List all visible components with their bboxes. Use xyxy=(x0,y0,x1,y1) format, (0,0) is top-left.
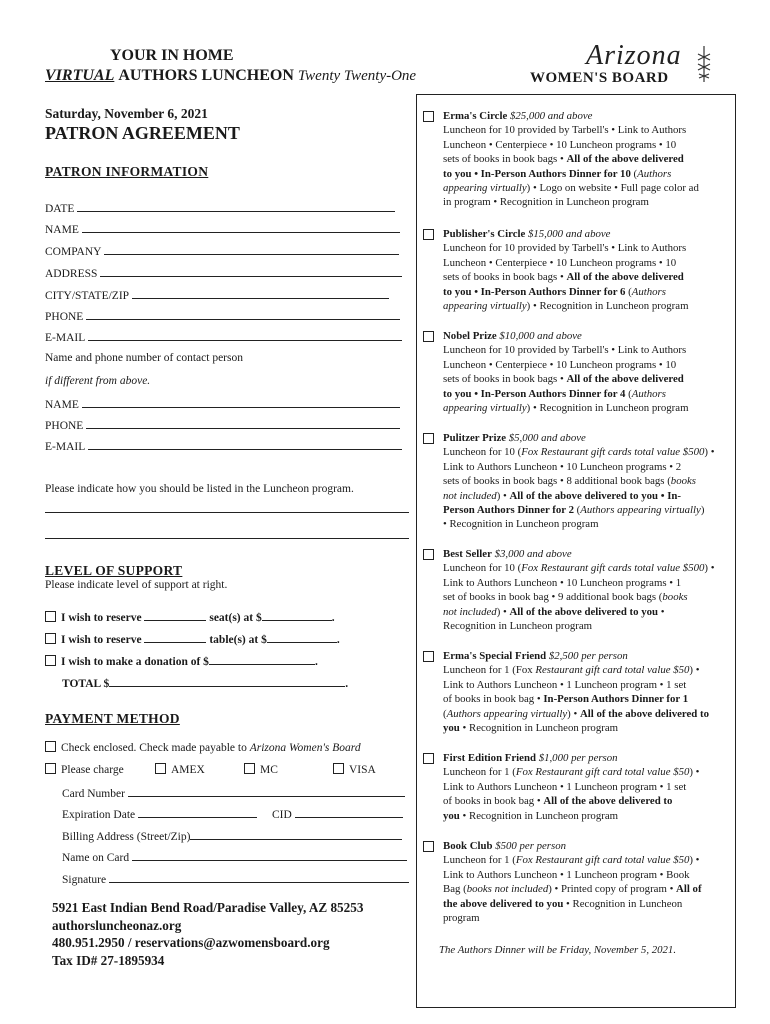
name-on-card-field[interactable]: Name on Card xyxy=(62,849,407,864)
tier-pulitzer-prize[interactable]: Pulitzer Prize $5,000 and above Luncheon for 10 (Fox Restaurant gift cards total value $500) • Link to Authors Luncheon • 10 Luncheon programs • 2 sets of books in book bags • 8 additional book bags (books not included) • All of the above delivered to you • In- Person Authors Dinner for 2 (Authors appearing virtually) • Recognition in Luncheon program xyxy=(423,431,723,532)
card-number-field[interactable]: Card Number xyxy=(62,785,405,800)
header-year: Twenty Twenty-One xyxy=(297,68,417,84)
contact-website[interactable]: authorsluncheonaz.org xyxy=(52,917,182,933)
company-field[interactable]: COMPANY xyxy=(45,243,399,258)
listing-line-1[interactable] xyxy=(45,512,409,513)
reserve-tables-row: I wish to reserve table(s) at $ . xyxy=(45,631,340,646)
visa-checkbox[interactable] xyxy=(333,763,344,774)
date-field[interactable]: DATE xyxy=(45,200,395,215)
listing-line-2[interactable] xyxy=(45,538,409,539)
logo-flourish-icon xyxy=(694,44,714,84)
reserve-seats-row: I wish to reserve seat(s) at $ . xyxy=(45,609,335,624)
seat-price-input[interactable] xyxy=(262,609,332,621)
donation-amount-input[interactable] xyxy=(209,653,315,665)
event-header xyxy=(45,46,416,86)
tier-checkbox[interactable] xyxy=(423,841,434,852)
city-state-zip-field[interactable]: CITY/STATE/ZIP xyxy=(45,287,389,302)
tier-checkbox[interactable] xyxy=(423,651,434,662)
contact-phone-field[interactable]: PHONE xyxy=(45,417,400,432)
cid-field[interactable]: CID xyxy=(272,806,403,821)
header-line1: YOUR IN HOME xyxy=(110,47,234,64)
billing-address-field[interactable]: Billing Address (Street/Zip) xyxy=(62,828,402,843)
logo-script: Arizona xyxy=(586,40,682,71)
tier-checkbox[interactable] xyxy=(423,549,434,560)
header-luncheon: AUTHORS LUNCHEON xyxy=(118,67,294,84)
listing-note: Please indicate how you should be listed in the Luncheon program. xyxy=(45,483,354,495)
contact-note: Name and phone number of contact person xyxy=(45,352,243,364)
total-row: TOTAL $ . xyxy=(62,675,348,690)
charge-row: Please charge xyxy=(45,763,124,776)
expiration-field[interactable]: Expiration Date xyxy=(62,806,257,821)
support-heading: LEVEL OF SUPPORT xyxy=(45,563,183,578)
header-line2 xyxy=(45,66,416,86)
page-title: PATRON AGREEMENT xyxy=(45,123,240,143)
total-amount-input[interactable] xyxy=(109,675,345,687)
dinner-note: The Authors Dinner will be Friday, November 5, 2021. xyxy=(439,944,677,956)
tier-nobel-prize[interactable]: Nobel Prize $10,000 and above Luncheon for 10 provided by Tarbell's • Link to Authors Luncheon • Centerpiece • 10 Luncheon programs • 10 sets of books in book bags • All of the above delivered to you • In-Person Authors Dinner for 4 (Authors appearing virtually) • Recognition in Luncheon program xyxy=(423,329,723,415)
tier-checkbox[interactable] xyxy=(423,229,434,240)
tier-best-seller[interactable]: Best Seller $3,000 and above Luncheon for 10 (Fox Restaurant gift cards total value $500) • Link to Authors Luncheon • 10 Luncheon programs • 1 set of books in book bag • 9 additional book bags (books not included) • All of the above delivered to you • Recognition in Luncheon program xyxy=(423,547,723,633)
mc-checkbox[interactable] xyxy=(244,763,255,774)
tier-book-club[interactable]: Book Club $500 per person Luncheon for 1 (Fox Restaurant gift card total value $50) • Link to Authors Luncheon • 1 Luncheon program • Book Bag (books not included) • Printed copy of program • All of the above delivered to you • Recognition in Luncheon program xyxy=(423,839,723,925)
patron-info-heading: PATRON INFORMATION xyxy=(45,164,209,179)
contact-email-field[interactable]: E-MAIL xyxy=(45,438,402,453)
contact-name-field[interactable]: NAME xyxy=(45,396,400,411)
table-count-input[interactable] xyxy=(144,631,206,643)
tier-ermas-circle[interactable]: Erma's Circle $25,000 and above Luncheon for 10 provided by Tarbell's • Link to Authors Luncheon • Centerpiece • 10 Luncheon programs • 10 sets of books in book bags • All of the above delivered to you • In-Person Authors Dinner for 10 (Authors appearing virtually) • Logo on website • Full page color ad in program • Recognition in Luncheon program xyxy=(423,109,723,210)
address-field[interactable]: ADDRESS xyxy=(45,265,402,280)
amex-checkbox[interactable] xyxy=(155,763,166,774)
donation-row: I wish to make a donation of $ . xyxy=(45,653,318,668)
check-checkbox[interactable] xyxy=(45,741,56,752)
support-note: Please indicate level of support at right. xyxy=(45,579,228,591)
amex-option[interactable]: AMEX xyxy=(155,763,205,776)
contact-address: 5921 East Indian Bend Road/Paradise Valley, AZ 85253 xyxy=(52,900,364,915)
tier-publishers-circle[interactable]: Publisher's Circle $15,000 and above Luncheon for 10 provided by Tarbell's • Link to Authors Luncheon • Centerpiece • 10 Luncheon programs • 10 sets of books in book bags • All of the above delivered to you • In-Person Authors Dinner for 6 (Authors appearing virtually) • Recognition in Luncheon program xyxy=(423,227,723,313)
tier-checkbox[interactable] xyxy=(423,111,434,122)
contact-phone-email[interactable]: 480.951.2950 / reservations@azwomensboard.org xyxy=(52,935,330,950)
check-row: Check enclosed. Check made payable to Arizona Women's Board xyxy=(45,741,361,754)
event-date: Saturday, November 6, 2021 xyxy=(45,106,208,121)
tier-checkbox[interactable] xyxy=(423,753,434,764)
tier-checkbox[interactable] xyxy=(423,331,434,342)
contact-tax-id: Tax ID# 27-1895934 xyxy=(52,952,165,968)
logo-caps: WOMEN'S BOARD xyxy=(530,70,669,86)
reserve-tables-checkbox[interactable] xyxy=(45,633,56,644)
mc-option[interactable]: MC xyxy=(244,763,278,776)
arizona-womens-board-logo xyxy=(524,40,736,92)
seat-count-input[interactable] xyxy=(144,609,206,621)
contact-block xyxy=(52,899,363,969)
visa-option[interactable]: VISA xyxy=(333,763,376,776)
charge-checkbox[interactable] xyxy=(45,763,56,774)
payment-heading: PAYMENT METHOD xyxy=(45,711,180,726)
phone-field[interactable]: PHONE xyxy=(45,308,400,323)
name-field[interactable]: NAME xyxy=(45,221,400,236)
tier-ermas-special-friend[interactable]: Erma's Special Friend $2,500 per person Luncheon for 1 (Fox Restaurant gift card total value $50) • Link to Authors Luncheon • 1 Luncheon program • 1 set of books in book bag • In-Person Authors Dinner for 1 (Authors appearing virtually) • All of the above delivered to you • Recognition in Luncheon program xyxy=(423,649,723,735)
email-field[interactable]: E-MAIL xyxy=(45,329,402,344)
sponsorship-tiers-panel xyxy=(416,94,736,1008)
table-price-input[interactable] xyxy=(267,631,337,643)
header-virtual: VIRTUAL xyxy=(45,67,115,84)
reserve-seats-checkbox[interactable] xyxy=(45,611,56,622)
donation-checkbox[interactable] xyxy=(45,655,56,666)
tier-checkbox[interactable] xyxy=(423,433,434,444)
signature-field[interactable]: Signature xyxy=(62,871,409,886)
tier-first-edition-friend[interactable]: First Edition Friend $1,000 per person Luncheon for 1 (Fox Restaurant gift card total value $50) • Link to Authors Luncheon • 1 Luncheon program • 1 set of books in book bag • All of the above delivered to you • Recognition in Luncheon program xyxy=(423,751,723,823)
contact-note-2: if different from above. xyxy=(45,375,151,387)
